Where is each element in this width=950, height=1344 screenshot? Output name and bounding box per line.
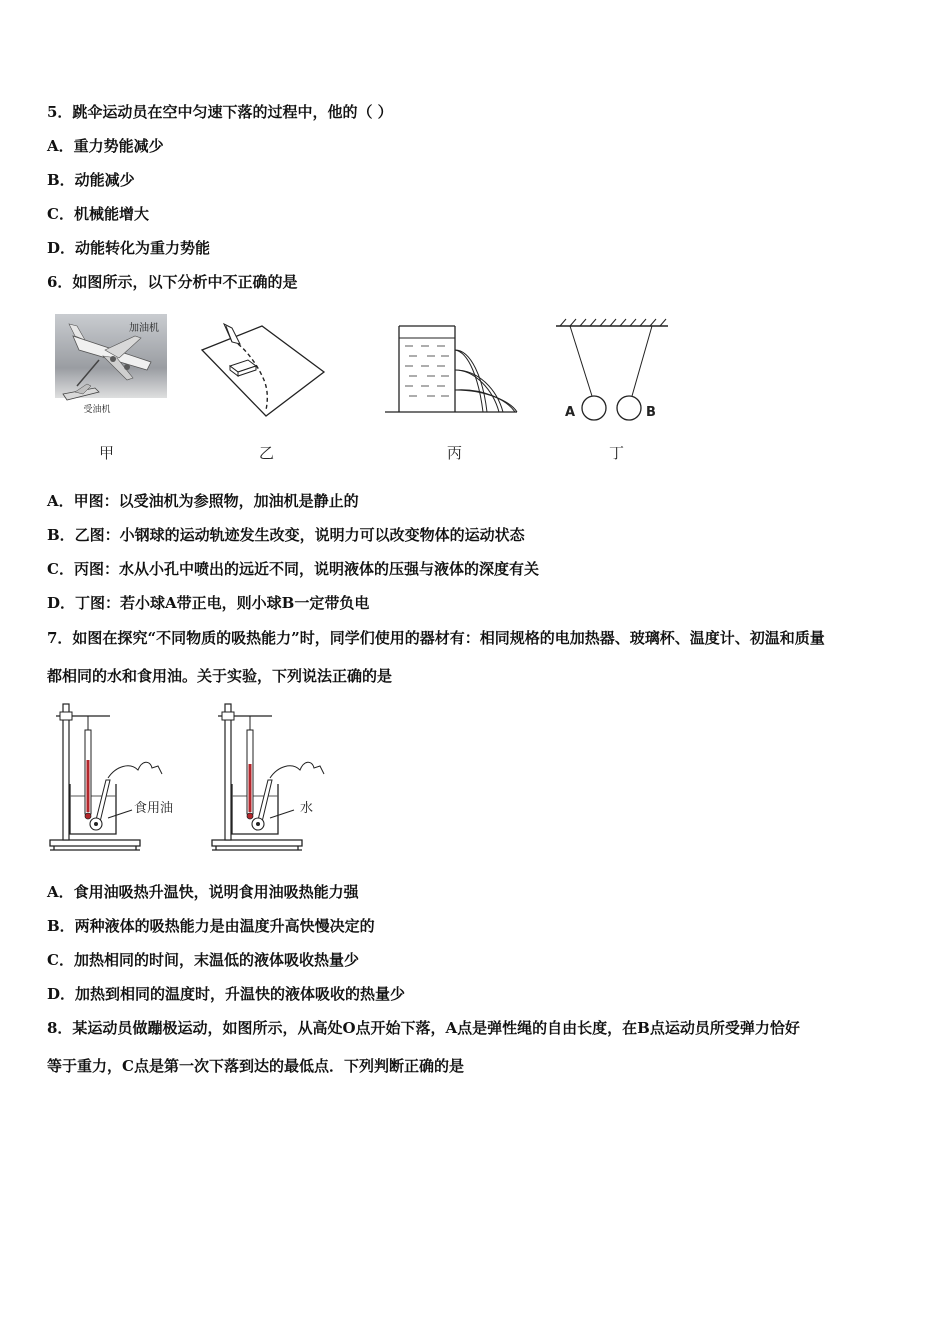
q7-option-c: C．加热相同的时间，末温低的液体吸收热量少 <box>47 951 359 969</box>
ball-b <box>617 396 641 420</box>
water-label: 水 <box>300 801 314 816</box>
q6-option-d: D．丁图：若小球A带正电，则小球B一定带负电 <box>47 594 370 612</box>
q7-apparatus-oil <box>46 700 196 854</box>
q7-option-b: B．两种液体的吸热能力是由温度升高快慢决定的 <box>47 917 375 935</box>
water-heating-apparatus <box>208 700 358 854</box>
ball-a-label: A <box>565 405 576 420</box>
water-container-diagram <box>383 320 523 418</box>
q8-stem-line2: 等于重力，C点是第一次下落到达的最低点．下列判断正确的是 <box>47 1057 464 1075</box>
q6-figure-jia <box>55 314 167 418</box>
caption-ding: 丁 <box>609 444 625 462</box>
q7-stem-line1: 7．如图在探究“不同物质的吸热能力”时，同学们使用的器材有：相同规格的电加热器、玻璃杯、温度计、初温和质量 <box>47 629 825 647</box>
q5-option-c: C．机械能增大 <box>47 205 149 223</box>
oil-label: 食用油 <box>134 801 174 816</box>
q7-option-d: D．加热到相同的温度时，升温快的液体吸收的热量少 <box>47 985 406 1003</box>
q5-option-a: A．重力势能减少 <box>47 137 164 155</box>
hanging-balls-diagram <box>552 318 672 426</box>
q7-option-a: A．食用油吸热升温快，说明食用油吸热能力强 <box>47 883 359 901</box>
q6-figure-bing <box>383 320 523 418</box>
ball-a <box>582 396 606 420</box>
steel-ball-diagram <box>196 320 328 422</box>
q6-figure-yi <box>196 320 328 422</box>
tanker-label: 加油机 <box>129 323 159 334</box>
caption-jia: 甲 <box>99 444 115 462</box>
caption-yi: 乙 <box>259 444 275 462</box>
q7-apparatus-water <box>208 700 358 854</box>
oil-heating-apparatus <box>46 700 196 854</box>
q8-stem-line1: 8．某运动员做蹦极运动，如图所示，从高处O点开始下落，A点是弹性绳的自由长度，在B点运动员所受弹力恰好 <box>47 1019 800 1037</box>
caption-bing: 丙 <box>447 444 463 462</box>
receiver-label: 受油机 <box>83 405 111 415</box>
q6-option-b: B．乙图：小钢球的运动轨迹发生改变，说明力可以改变物体的运动状态 <box>47 526 525 544</box>
q6-figure-ding <box>552 318 672 426</box>
q5-stem: 5．跳伞运动员在空中匀速下落的过程中，他的（ ） <box>47 103 393 121</box>
q5-option-b: B．动能减少 <box>47 171 135 189</box>
ball-b-label: B <box>646 405 656 420</box>
q7-stem-line2: 都相同的水和食用油。关于实验，下列说法正确的是 <box>47 667 393 685</box>
q6-option-a: A．甲图：以受油机为参照物，加油机是静止的 <box>47 492 359 510</box>
q6-option-c: C．丙图：水从小孔中喷出的远近不同，说明液体的压强与液体的深度有关 <box>47 560 539 578</box>
q5-option-d: D．动能转化为重力势能 <box>47 239 211 257</box>
refueling-photo <box>55 314 167 418</box>
q6-stem: 6．如图所示，以下分析中不正确的是 <box>47 273 298 291</box>
